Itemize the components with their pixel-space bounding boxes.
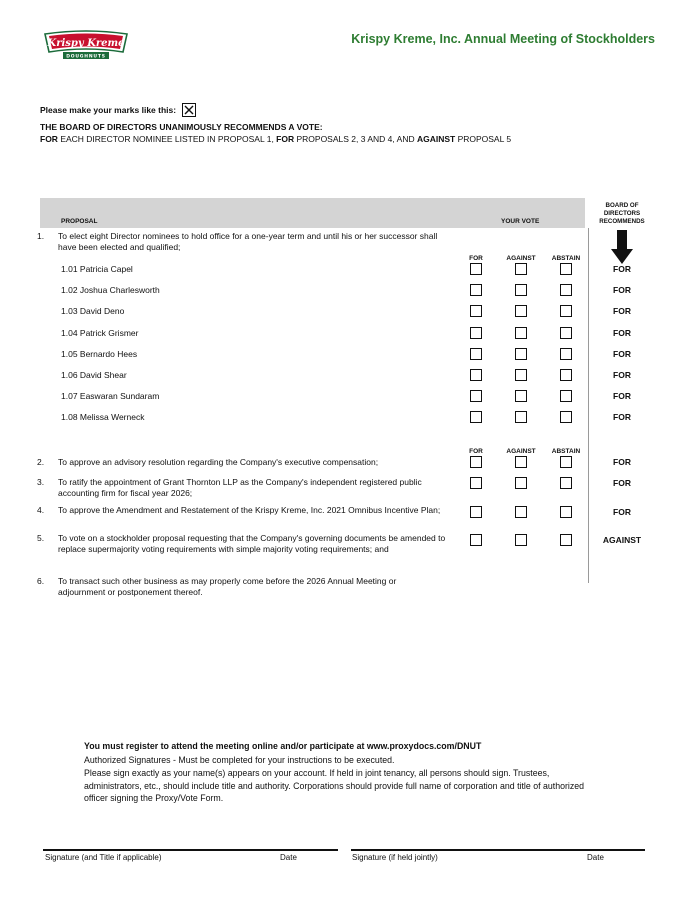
marks-instruction (40, 103, 196, 117)
nominee-abstain-checkbox[interactable] (560, 327, 572, 339)
nominee-for-checkbox[interactable] (470, 411, 482, 423)
nominee-abstain-checkbox[interactable] (560, 369, 572, 381)
nominee-label: 1.01 Patricia Capel (61, 264, 133, 274)
authorized-signatures-note: Authorized Signatures - Must be completed for your instructions to be executed. (84, 755, 395, 765)
registration-notice: You must register to attend the meeting online and/or participate at www.proxydocs.com/DNUT (84, 741, 482, 751)
proposal-5-recommendation: AGAINST (602, 535, 642, 545)
nominee-recommendation: FOR (613, 285, 631, 295)
proposal-2-text: To approve an advisory resolution regarding the Company's executive compensation; (58, 457, 379, 467)
col-for-header-2: FOR (469, 448, 483, 455)
nominee-against-checkbox[interactable] (515, 369, 527, 381)
nominee-recommendation: FOR (613, 349, 631, 359)
nominee-for-checkbox[interactable] (470, 390, 482, 402)
nominee-against-checkbox[interactable] (515, 390, 527, 402)
nominee-label: 1.03 David Deno (61, 306, 125, 316)
nominee-recommendation: FOR (613, 328, 631, 338)
sub-for-1: FOR (40, 134, 58, 144)
nominee-abstain-checkbox[interactable] (560, 305, 572, 317)
sub-against: AGAINST (416, 134, 456, 144)
nominee-against-checkbox[interactable] (515, 327, 527, 339)
logo-subtext: DOUGHNUTS (66, 54, 106, 60)
nominee-abstain-checkbox[interactable] (560, 263, 572, 275)
nominee-for-checkbox[interactable] (470, 305, 482, 317)
proposal-2-abstain-checkbox[interactable] (560, 456, 572, 468)
nominee-for-checkbox[interactable] (470, 284, 482, 296)
proposal-1-number: 1. (37, 231, 45, 241)
signature-line-1[interactable] (43, 849, 338, 851)
proposal-6-number: 6. (37, 576, 45, 586)
proposal-2-against-checkbox[interactable] (515, 456, 527, 468)
nominee-label: 1.05 Bernardo Hees (61, 349, 138, 359)
nominee-against-checkbox[interactable] (515, 305, 527, 317)
sub-text-1: EACH DIRECTOR NOMINEE LISTED IN PROPOSAL 1, (57, 134, 277, 144)
signature-line-2[interactable] (351, 849, 645, 851)
krispy-kreme-logo (43, 30, 129, 62)
nominee-label: 1.08 Melissa Werneck (61, 412, 145, 422)
your-vote-column-header: YOUR VOTE (501, 218, 540, 225)
proposal-4-for-checkbox[interactable] (470, 506, 482, 518)
nominee-abstain-checkbox[interactable] (560, 411, 572, 423)
nominee-label: 1.07 Easwaran Sundaram (61, 391, 160, 401)
arrow-down-icon (611, 230, 633, 264)
nominee-recommendation: FOR (613, 391, 631, 401)
col-against-header-1: AGAINST (506, 255, 536, 262)
sub-text-3: PROPOSAL 5 (455, 134, 512, 144)
date-label-2: Date (587, 853, 604, 862)
nominee-label: 1.02 Joshua Charlesworth (61, 285, 160, 295)
col-abstain-header-2: ABSTAIN (551, 448, 581, 455)
proposal-4-text: To approve the Amendment and Restatement of the Krispy Kreme, Inc. 2021 Omnibus Incentive Plan; (58, 505, 441, 515)
signing-instructions: Please sign exactly as your name(s) appears on your account. If held in joint tenancy, all persons should sign. Trustees, administrators, etc., should include title and authority. Corporations should provide full name of corporation and title of authorized officer signing the Proxy/Vote Form. (84, 768, 585, 803)
nominee-against-checkbox[interactable] (515, 284, 527, 296)
meeting-title: Krispy Kreme, Inc. Annual Meeting of Stockholders (351, 32, 655, 46)
nominee-label: 1.04 Patrick Grismer (61, 328, 139, 338)
nominee-against-checkbox[interactable] (515, 411, 527, 423)
col-for-header-1: FOR (469, 255, 483, 262)
marks-label: Please make your marks like this: (40, 105, 177, 115)
proposal-3-text: To ratify the appointment of Grant Thornton LLP as the Company's independent registered public accounting firm for fiscal year 2026; (58, 477, 422, 498)
proposal-4-recommendation: FOR (613, 507, 631, 517)
proposal-2-number: 2. (37, 457, 45, 467)
proposal-4-against-checkbox[interactable] (515, 506, 527, 518)
proposal-3-number: 3. (37, 477, 45, 487)
board-subheading (40, 134, 511, 144)
proposal-5-abstain-checkbox[interactable] (560, 534, 572, 546)
example-x-mark-icon (182, 103, 196, 117)
nominee-recommendation: FOR (613, 370, 631, 380)
board-heading: THE BOARD OF DIRECTORS UNANIMOUSLY RECOMMENDS A VOTE: (40, 122, 323, 132)
nominee-for-checkbox[interactable] (470, 348, 482, 360)
nominee-abstain-checkbox[interactable] (560, 390, 572, 402)
recommendation-divider (588, 228, 589, 583)
signature-label-1: Signature (and Title if applicable) (45, 853, 162, 862)
nominee-for-checkbox[interactable] (470, 263, 482, 275)
proposal-column-header: PROPOSAL (61, 218, 98, 225)
proposal-3-abstain-checkbox[interactable] (560, 477, 572, 489)
proposal-6-text: To transact such other business as may properly come before the 2026 Annual Meeting or adjournment or postponement thereof. (58, 576, 397, 597)
proposal-5-number: 5. (37, 533, 45, 543)
col-against-header-2: AGAINST (506, 448, 536, 455)
proposal-1-text: To elect eight Director nominees to hold office for a one-year term and until his or her successor shall have been elected and qualified; (58, 231, 438, 252)
nominee-for-checkbox[interactable] (470, 369, 482, 381)
proposal-2-recommendation: FOR (613, 457, 631, 467)
proposal-5-text: To vote on a stockholder proposal requesting that the Company's governing documents be amended to replace supermajority voting requirements with simple majority voting requirements; and (58, 533, 446, 554)
nominee-recommendation: FOR (613, 264, 631, 274)
proposal-3-recommendation: FOR (613, 478, 631, 488)
nominee-recommendation: FOR (613, 412, 631, 422)
proposal-3-for-checkbox[interactable] (470, 477, 482, 489)
nominee-abstain-checkbox[interactable] (560, 348, 572, 360)
nominee-recommendation: FOR (613, 306, 631, 316)
logo-text: Krispy Kreme (47, 38, 125, 49)
sub-text-2: PROPOSALS 2, 3 AND 4, AND (294, 134, 417, 144)
proposal-5-for-checkbox[interactable] (470, 534, 482, 546)
proposal-4-number: 4. (37, 505, 45, 515)
nominee-label: 1.06 David Shear (61, 370, 127, 380)
nominee-against-checkbox[interactable] (515, 348, 527, 360)
proposal-2-for-checkbox[interactable] (470, 456, 482, 468)
board-recommends-header: BOARD OF DIRECTORS RECOMMENDS (599, 202, 645, 225)
col-abstain-header-1: ABSTAIN (551, 255, 581, 262)
proposal-4-abstain-checkbox[interactable] (560, 506, 572, 518)
nominee-abstain-checkbox[interactable] (560, 284, 572, 296)
nominee-against-checkbox[interactable] (515, 263, 527, 275)
sub-for-2: FOR (276, 134, 295, 144)
proposal-5-against-checkbox[interactable] (515, 534, 527, 546)
date-label-1: Date (280, 853, 297, 862)
signature-label-2: Signature (if held jointly) (352, 853, 438, 862)
nominee-for-checkbox[interactable] (470, 327, 482, 339)
proposal-3-against-checkbox[interactable] (515, 477, 527, 489)
